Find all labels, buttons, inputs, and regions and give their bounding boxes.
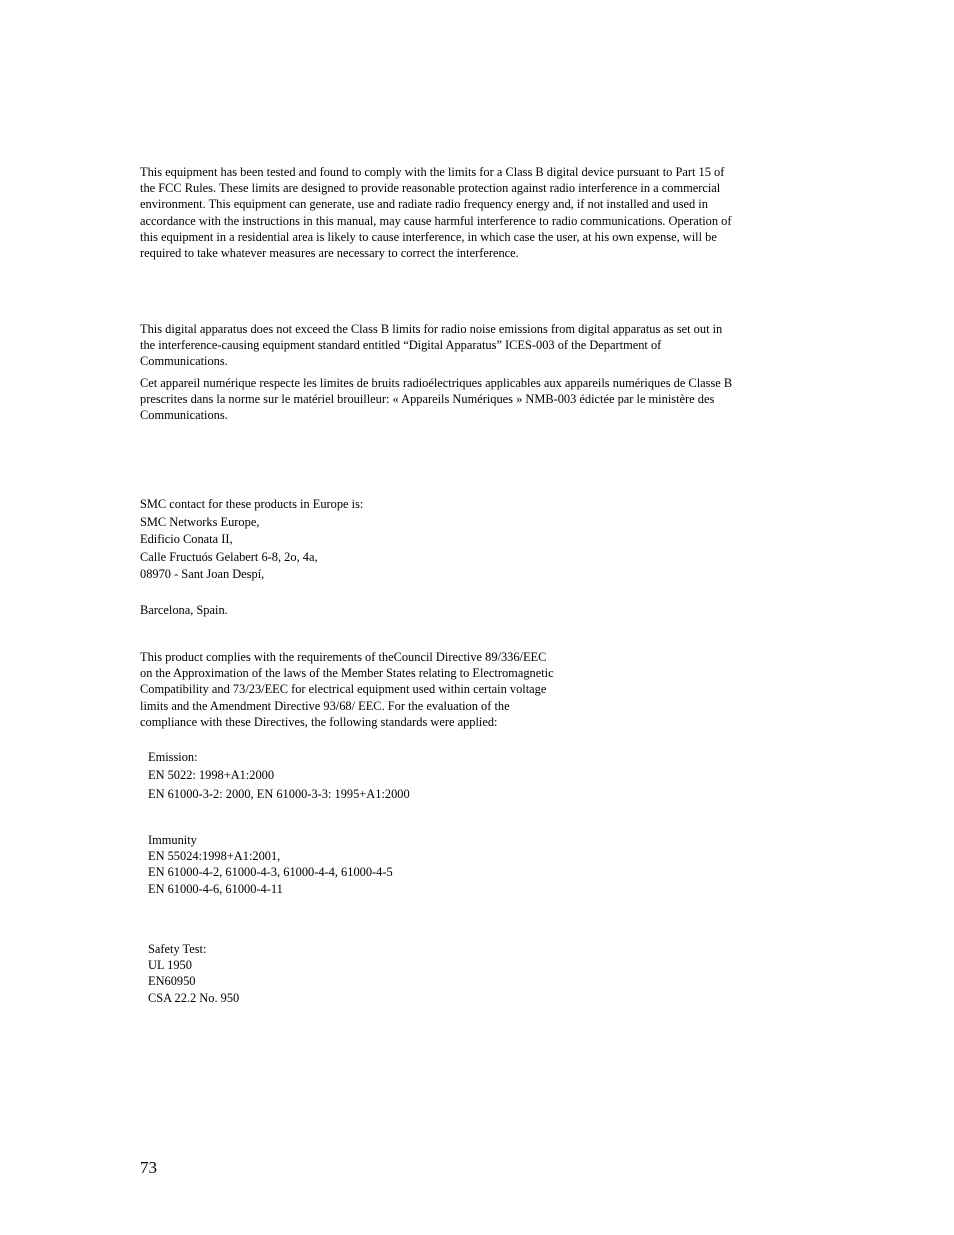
canada-statement-french [140, 375, 732, 424]
contact-line: SMC contact for these products in Europe is: [140, 497, 364, 511]
text-line: the FCC Rules. These limits are designed to provide reasonable protection against radio interference in a commercial [140, 181, 721, 196]
standard-item: CSA 22.2 No. 950 [148, 990, 240, 1005]
text-line: accordance with the instructions in this manual, may cause harmful interference to radio communications. Operation of [140, 213, 732, 228]
contact-city: Barcelona, Spain. [140, 603, 228, 617]
text-line: This equipment has been tested and found to comply with the limits for a Class B digital device pursuant to Part 15 of [140, 165, 725, 179]
contact-line: SMC Networks Europe, [140, 514, 260, 529]
europe-contact [140, 496, 363, 584]
standard-item: EN60950 [148, 974, 196, 989]
text-line: on the Approximation of the laws of the Member States relating to Electromagnetic [140, 666, 554, 681]
text-line: This digital apparatus does not exceed the Class B limits for radio noise emissions from digital apparatus as set out in [140, 322, 723, 336]
text-line: Communications. [140, 408, 228, 423]
text-line: Communications. [140, 354, 228, 369]
text-line: environment. This equipment can generate, use and radiate radio frequency energy and, if not installed and used in [140, 197, 708, 212]
standard-item: EN 61000-4-2, 61000-4-3, 61000-4-4, 61000-4-5 [148, 865, 393, 880]
text-line: this equipment in a residential area is likely to cause interference, in which case the user, at his own expense, will be [140, 229, 717, 244]
contact-line: Calle Fructuós Gelabert 6-8, 2o, 4a, [140, 549, 318, 564]
text-line: compliance with these Directives, the following standards were applied: [140, 714, 498, 729]
text-line: This product complies with the requirements of theCouncil Directive 89/336/EEC [140, 650, 547, 664]
immunity-heading: Immunity [148, 833, 197, 847]
standard-item: UL 1950 [148, 958, 192, 973]
fcc-statement [140, 164, 731, 261]
standard-item: EN 5022: 1998+A1:2000 [148, 768, 275, 782]
text-line: required to take whatever measures are necessary to correct the interference. [140, 246, 519, 261]
text-line: the interference-causing equipment standard entitled “Digital Apparatus” ICES-003 of the Department of [140, 338, 662, 353]
text-line: limits and the Amendment Directive 93/68/ EEC. For the evaluation of the [140, 698, 510, 713]
canada-statement-english [140, 321, 722, 370]
contact-line: 08970 - Sant Joan Despí, [140, 567, 265, 581]
emission-standards [148, 748, 410, 803]
safety-heading: Safety Test: [148, 942, 207, 956]
emission-heading: Emission: [148, 750, 198, 764]
standard-item: EN 55024:1998+A1:2001, [148, 849, 281, 864]
text-line: prescrites dans la norme sur le matériel brouilleur: « Appareils Numériques » NMB-003 édictée par le ministère des [140, 392, 715, 407]
page-number: 73 [140, 1158, 157, 1177]
text-line: Cet appareil numérique respecte les limites de bruits radioélectriques applicables aux appareils numériques de Classe B [140, 376, 733, 390]
eu-directive-statement [140, 649, 554, 730]
safety-standards [148, 941, 239, 1006]
standard-item: EN 61000-4-6, 61000-4-11 [148, 881, 283, 896]
standard-item: EN 61000-3-2: 2000, EN 61000-3-3: 1995+A1:2000 [148, 787, 410, 801]
immunity-standards [148, 832, 393, 897]
text-line: Compatibility and 73/23/EEC for electrical equipment used within certain voltage [140, 682, 547, 697]
contact-line: Edificio Conata II, [140, 532, 233, 546]
